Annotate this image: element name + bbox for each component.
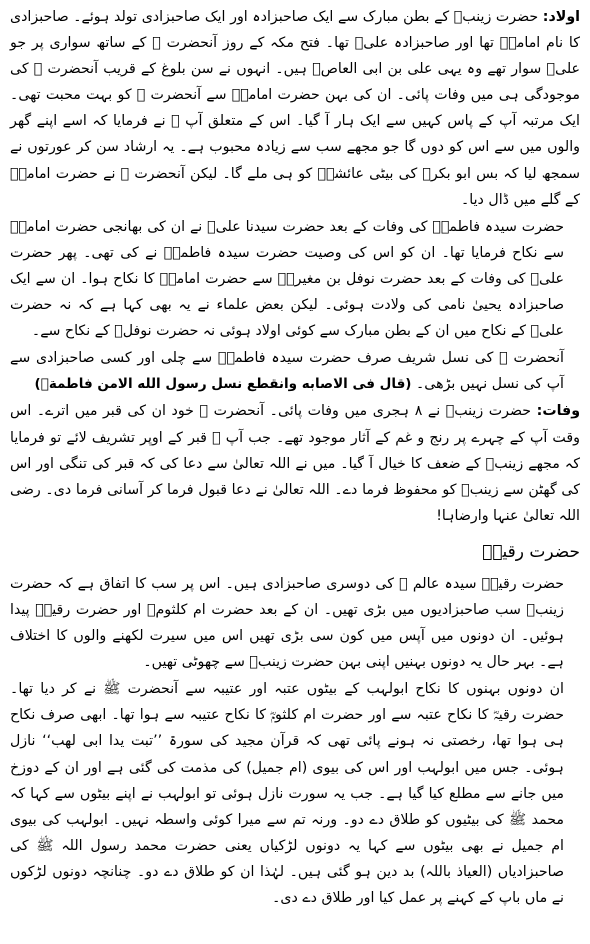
aulad-heading: اولاد: [542, 9, 580, 25]
paragraph-ruqayyah-intro: حضرت رقیہؓ سیدہ عالم ﷺ کی دوسری صاحبزادی ہیں۔ اس پر سب کا اتفاق ہے کہ حضرت زینبؓ سب صاحبزادیوں میں بڑی تھیں۔ ان کے بعد حضرت ام کلثومؓ اور حضرت رقیہؓ پیدا ہوئیں۔ ان دونوں میں آپس میں کون سی بڑی تھیں اس میں سیرت لکھنے والوں کا اختلاف ہے۔ بہر حال یہ دونوں بہنیں اپنی بہن حضرت زینبؓ سے چھوٹی تھیں۔ [10, 575, 564, 671]
paragraph-wafat [10, 398, 580, 528]
paragraph-ruqayyah-marriage: ان دونوں بہنوں کا نکاح ابولہب کے بیٹوں عتبہ اور عتیبہ سے آنحضرت ﷺ نے کر دیا تھا۔ حضرت رقیہؓ کا نکاح عتبہ سے اور حضرت ام کلثومؓ کا نکاح عتیبہ سے ہوا تھا۔ ابھی صرف نکاح ہی ہوا تھا، رخصتی نہ ہونے پائی تھی کہ قرآن مجید کی سورۃ ’’تبت یدا ابی لھب‘‘ نازل ہوئی۔ جس میں ابولہب اور اس کی بیوی (ام جمیل) کی مذمت کی گئی ہے اور ان کے دوزخ میں جانے سے مطلع کیا گیا ہے۔ جب یہ سورت نازل ہوئی تو ابولہب نے اپنے بیٹوں سے کہا کہ محمد ﷺ کی بیٹیوں کو طلاق دے دو۔ ورنہ تم سے میرا کوئی واسطہ نہیں۔ ابولہب کی بیوی ام جمیل نے بھی بیٹوں سے کہا یہ دونوں لڑکیاں یعنی حضرت محمد رسول اللہ ﷺ کی صاحبزادیاں (العیاذ باللہ) بد دین ہو گئی ہیں۔ لہٰذا ان کو طلاق دے دو۔ چنانچہ دونوں لڑکوں نے ماں باپ کے کہنے پر عمل کیا اور طلاق دے دی۔ [10, 681, 564, 906]
wafat-text: حضرت زینبؓ نے ۸ ہجری میں وفات پائی۔ آنحضرت ﷺ خود ان کی قبر میں اترے۔ اس وقت آپ کے چہرے پر رنج و غم کے آثار موجود تھے۔ جب آپ ﷺ قبر کے اوپر تشریف لائے تو فرمایا کہ مجھے زینبؓ کے ضعف کا خیال آ گیا۔ میں نے اللہ تعالیٰ سے دعا کی کہ قبر کی تنگی اور اس کی گھٹن سے زینبؓ کو محفوظ فرما دے۔ اللہ تعالیٰ نے دعا قبول فرما کر آسانی فرما دی۔ رضی اللہ تعالیٰ عنہا وارضاہا! [10, 403, 580, 524]
paragraph-lineage [10, 345, 580, 397]
section-heading-ruqayyah: حضرت رقیہؓ [482, 541, 580, 562]
aulad-text: حضرت زینبؓ کے بطن مبارک سے ایک صاحبزادہ اور ایک صاحبزادی تولد ہوئے۔ صاحبزادی کا نام امامہؓ تھا اور صاحبزادہ علیؓ تھا۔ فتح مکہ کے روز آنحضرت ﷺ کے ساتھ سواری پر جو علیؓ سوار تھے وہ یہی علی بن ابی العاصؓ ہیں۔ انہوں نے سن بلوغ کے قریب آنحضرت ﷺ کی موجودگی ہی میں وفات پائی۔ ان کی بہن حضرت امامہؓ سے آنحضرت ﷺ کو بہت محبت تھی۔ ایک مرتبہ آپ کے پاس کہیں سے ایک ہار آ گیا۔ اس کے متعلق آپ ﷺ نے فرمایا کہ اسے اپنے گھر والوں میں سے اس کو دوں گا جو مجھے سب سے زیادہ محبوب ہے۔ یہ ارشاد سن کر عورتوں نے سمجھ لیا کہ بس ابو بکرؓ کی بیٹی عائشہؓ کو ہی ملے گا۔ لیکن آنحضرت ﷺ نے حضرت امامہؓ کے گلے میں ڈال دیا۔ [10, 9, 580, 208]
paragraph-umamah-marriage: حضرت سیدہ فاطمہؓ کی وفات کے بعد حضرت سیدنا علیؓ نے ان کی بھانجی حضرت امامہؓ سے نکاح فرمایا تھا۔ ان کو اس کی وصیت حضرت سیدہ فاطمہؓ نے کی تھی۔ پھر حضرت علیؓ کی وفات کے بعد حضرت نوفل بن مغیرہؓ سے حضرت امامہؓ کا نکاح ہوا۔ ان سے ایک صاحبزادہ یحییٰ نامی کی ولادت ہوئی۔ لیکن بعض علماء نے یہ بھی کہا ہے کہ نہ حضرت علیؓ کے نکاح میں ان کے بطن مبارک سے کوئی اولاد ہوئی نہ حضرت نوفلؓ کے نکاح سے۔ [10, 218, 564, 340]
lineage-text: آنحضرت ﷺ کی نسل شریف صرف حضرت سیدہ فاطمہؓ سے چلی اور کسی صاحبزادی سے آپ کی نسل نہیں بڑھی۔ [10, 350, 564, 393]
paragraph-aulad [10, 4, 580, 213]
arabic-quote: (قال فی الاصابه وانقطع نسل رسول الله الامن فاطمةؓ) [34, 376, 412, 393]
wafat-heading: وفات: [536, 403, 581, 420]
